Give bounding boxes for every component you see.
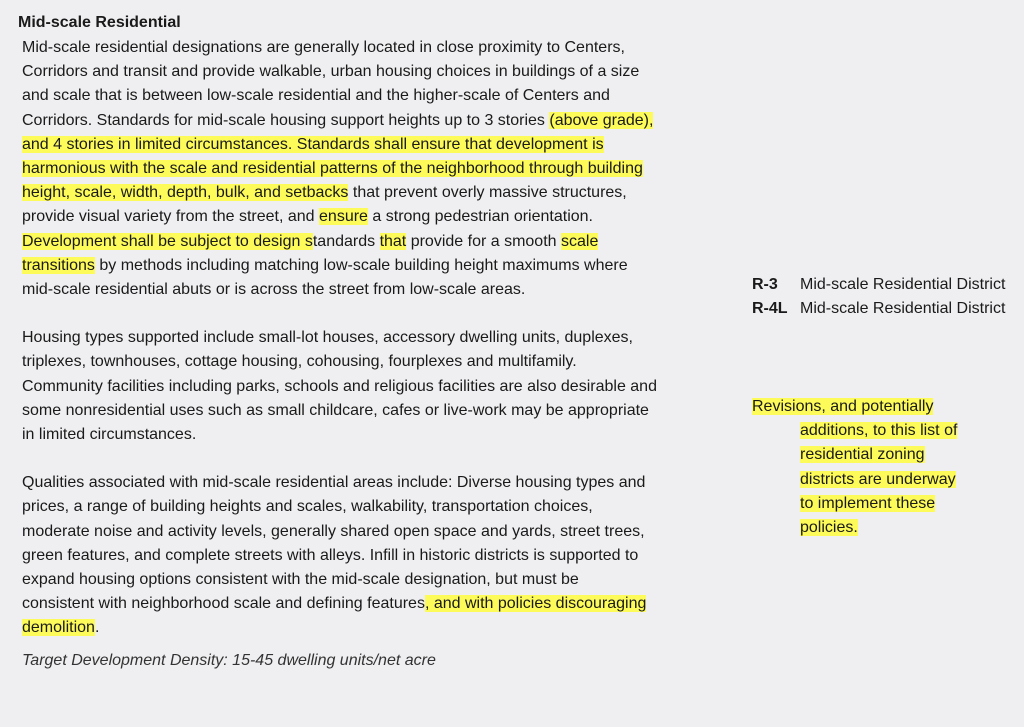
text-line [752,468,1002,492]
paragraph-housing-types [22,326,750,447]
text-line [752,395,1002,419]
highlight: districts are underway [800,470,956,488]
highlight: to implement these [800,494,936,512]
text-line: green features, and complete streets with alleys. Infill in historic districts is supported to [22,546,639,564]
highlight: transitions [22,256,95,274]
text-line [752,419,1002,443]
zone-item [752,273,1012,297]
highlight: residential zoning [800,446,925,464]
highlight: ensure [319,208,368,226]
text-line [752,516,1002,540]
zone-label: Mid-scale Residential District [800,300,1006,317]
text-line: some nonresidential uses such as small childcare, cafes or live-work may be appropriate [22,401,649,419]
text-line: Qualities associated with mid-scale residential areas include: Diverse housing types and [22,474,646,492]
text-line: transitions by methods including matching low-scale building height maximums where [22,256,628,274]
text-line [752,443,1002,467]
highlight: that [379,232,407,250]
paragraph-qualities [22,471,750,640]
text-line: prices, a range of building heights and scales, walkability, transportation choices, [22,498,593,516]
text-line: triplexes, townhouses, cottage housing, cohousing, fourplexes and multifamily. [22,353,577,371]
text-line: mid-scale residential abuts or is across the street from low-scale areas. [22,281,526,299]
highlight: additions, to this list of [800,422,958,440]
zoning-district-list [752,273,1012,321]
paragraph-designation [22,36,750,302]
text-line: Mid-scale residential designations are generally located in close proximity to Centers, [22,39,625,56]
text-line: expand housing options consistent with the mid-scale designation, but must be [22,571,579,589]
text-line: height, scale, width, depth, bulk, and setbacks that prevent overly massive structures, [22,184,627,202]
highlight: Development shall be subject to design s [22,232,313,250]
zone-label: Mid-scale Residential District [800,276,1006,293]
highlight: scale [561,232,599,250]
highlight: , and with policies discouraging [424,595,647,613]
text-line [22,133,750,157]
paragraph-gap [22,447,750,471]
text-line: Corridors. Standards for mid-scale housing support heights up to 3 stories (above grade), [22,111,654,129]
text-line: consistent with neighborhood scale and defining features, and with policies discouraging [22,595,647,613]
text-line: Community facilities including parks, schools and religious facilities are also desirable and [22,377,657,395]
text-line: Development shall be subject to design standards that provide for a smooth scale [22,232,599,250]
main-text [22,36,750,673]
text-line: Housing types supported include small-lot houses, accessory dwelling units, duplexes, [22,329,633,347]
text-line: and scale that is between low-scale residential and the higher-scale of Centers and [22,87,610,105]
zone-code: R-3 [752,276,778,293]
highlight: Revisions, and potentially [752,398,934,415]
highlight: harmonious with the scale and residential patterns of the neighborhood through building [22,160,643,178]
highlight: (above grade), [549,111,654,129]
paragraph-gap [22,302,750,326]
highlight: policies. [800,519,858,537]
zone-code: R-4L [752,300,788,317]
text-line [22,157,750,181]
section-title: Mid-scale Residential [18,14,181,31]
density-note: Target Development Density: 15-45 dwelling units/net acre [22,651,436,669]
text-line: moderate noise and activity levels, generally shared open space and yards, street trees, [22,522,645,540]
highlight: demolition [22,619,95,637]
highlight: height, scale, width, depth, bulk, and setbacks [22,184,349,202]
paragraph-gap [22,641,750,649]
zone-item [752,297,1012,321]
text-line: provide visual variety from the street, and ensure a strong pedestrian orientation. [22,208,593,226]
text-line: in limited circumstances. [22,426,197,444]
text-line: Corridors and transit and provide walkable, urban housing choices in buildings of a size [22,63,640,81]
text-line [752,492,1002,516]
text-line: demolition. [22,619,100,637]
highlight: and 4 stories in limited circumstances. Standards shall ensure that development is [22,135,604,153]
revision-note [752,395,1002,540]
